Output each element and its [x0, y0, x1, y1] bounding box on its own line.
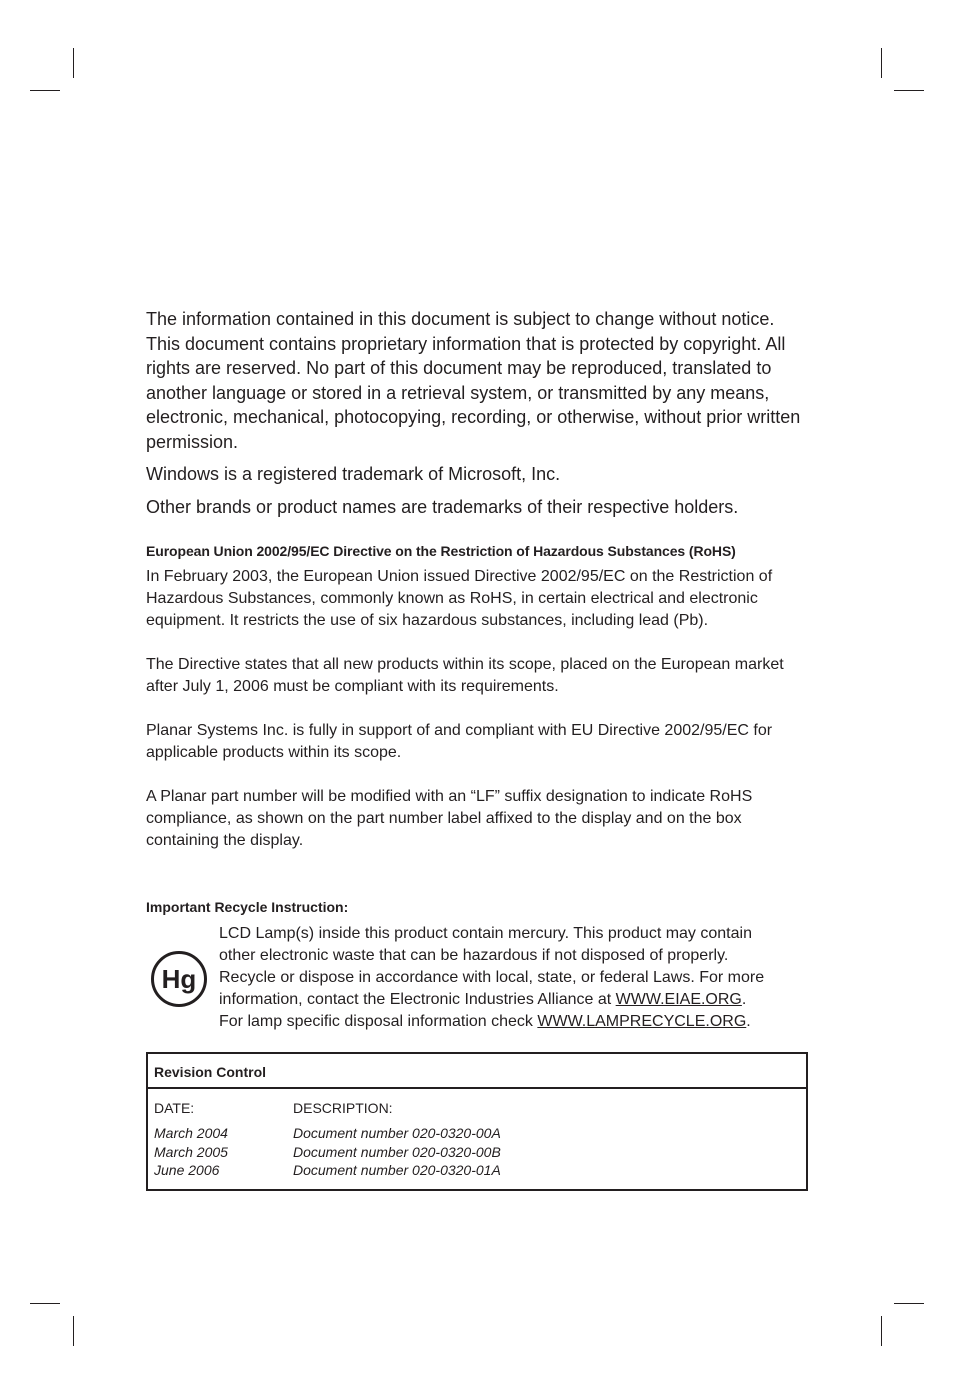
recycle-heading: Important Recycle Instruction: — [146, 899, 349, 915]
hg-icon-label: Hg — [161, 964, 197, 994]
rohs-paragraph-2: The Directive states that all new products within its scope, placed on the European market after July 1, 2006 must be compliant with its requirements. — [146, 656, 784, 695]
revision-date: June 2006 — [154, 1162, 220, 1178]
rohs-heading: European Union 2002/95/EC Directive on the Restriction of Hazardous Substances (RoHS) — [146, 543, 736, 559]
rohs-paragraph-1: In February 2003, the European Union issued Directive 2002/95/EC on the Restriction of Hazardous Substances, commonly known as RoHS, in certain electrical and electronic equipment. It restricts the use of six hazardous substances, including lead (Pb). — [146, 568, 773, 629]
intro-paragraph-windows: Windows is a registered trademark of Microsoft, Inc. — [146, 464, 561, 484]
intro-paragraph-trademarks: Other brands or product names are trademarks of their respective holders. — [146, 496, 739, 517]
eiae-link[interactable]: WWW.EIAE.ORG — [615, 991, 742, 1008]
recycle-line: Recycle or dispose in accordance with local, state, or federal Laws. For more — [219, 969, 765, 986]
date-column — [154, 1099, 228, 1180]
crop-mark — [30, 90, 60, 91]
description-column — [293, 1099, 501, 1180]
mercury-hg-icon — [150, 950, 208, 1008]
rohs-section — [146, 566, 811, 874]
intro-paragraph-copyright: The information contained in this document is subject to change without notice. This document contains proprietary information that is protected by copyright. All rights are reserved. No part of this document may be reproduced, translated to another language or stored in a retrieval system, or transmitted by any means, electronic, mechanical, photocopying, recording, or otherwise, without prior written permission. — [146, 309, 801, 452]
crop-mark — [73, 1316, 74, 1346]
recycle-line: information, contact the Electronic Industries Alliance at WWW.EIAE.ORG. — [219, 991, 747, 1008]
lamprecycle-link[interactable]: WWW.LAMPRECYCLE.ORG — [537, 1013, 747, 1030]
revision-description: Document number 020-0320-00A — [293, 1125, 501, 1141]
revision-control-table — [146, 1052, 808, 1191]
description-header: DESCRIPTION: — [293, 1100, 393, 1116]
revision-control-title: Revision Control — [148, 1054, 806, 1089]
crop-mark — [73, 48, 74, 78]
crop-mark — [881, 1316, 882, 1346]
recycle-line: LCD Lamp(s) inside this product contain mercury. This product may contain — [219, 925, 752, 942]
recycle-line-prefix: information, contact the Electronic Industries Alliance at — [219, 991, 616, 1008]
revision-date: March 2005 — [154, 1143, 228, 1160]
crop-mark — [894, 90, 924, 91]
recycle-instructions — [219, 923, 809, 1033]
revision-description: Document number 020-0320-01A — [293, 1162, 501, 1178]
rohs-paragraph-4: A Planar part number will be modified with an “LF” suffix designation to indicate RoHS compliance, as shown on the part number label affixed to the display and on the box containing the display. — [146, 788, 753, 849]
recycle-line: For lamp specific disposal information check WWW.LAMPRECYCLE.ORG. — [219, 1013, 751, 1030]
crop-mark — [881, 48, 882, 78]
rohs-paragraph-3: Planar Systems Inc. is fully in support of and compliant with EU Directive 2002/95/EC for applicable products within its scope. — [146, 722, 773, 761]
recycle-line-prefix: For lamp specific disposal information check — [219, 1013, 538, 1030]
intro-section — [146, 307, 811, 519]
recycle-line: other electronic waste that can be hazardous if not disposed of properly. — [219, 947, 729, 964]
date-header: DATE: — [154, 1100, 195, 1116]
crop-mark — [894, 1303, 924, 1304]
revision-date: March 2004 — [154, 1125, 228, 1141]
revision-description: Document number 020-0320-00B — [293, 1143, 501, 1160]
crop-mark — [30, 1303, 60, 1304]
